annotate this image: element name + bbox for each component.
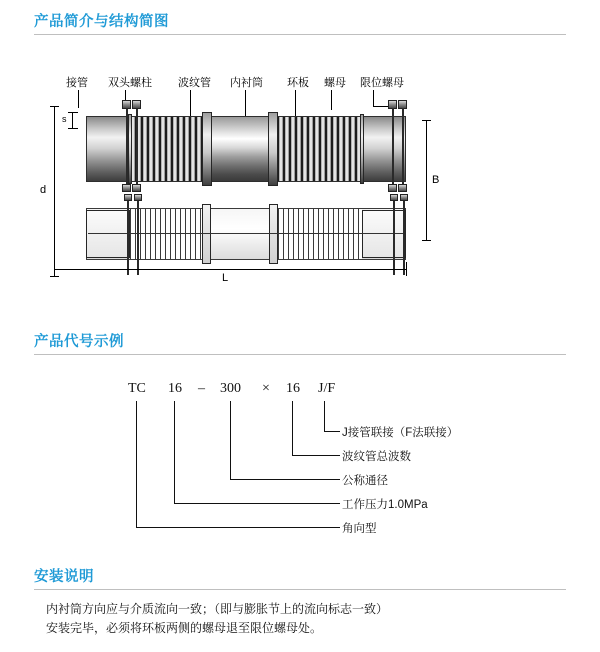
dimension-label-s: s [62,114,67,124]
pipe-left-bottom [86,210,130,258]
pipe-right-top [362,116,406,182]
code-part-waves: 16 [286,381,300,396]
nut-bottom-left-2 [132,184,141,192]
code-leader-v-4 [174,401,175,503]
callout-label-bowenguan: 波纹管 [178,77,211,89]
ring-plate-left-top [202,112,212,186]
dimension-tick-L-right [406,262,407,276]
code-desc-pressure: 工作压力1.0MPa [342,499,428,511]
stud-bot-view-left-2 [137,201,139,275]
nut-bot-view-left-2 [134,194,142,201]
nut-bot-view-left-1 [124,194,132,201]
code-part-times: × [262,381,270,396]
section-title-code: 产品代号示例 [34,334,124,350]
dimension-tick-L-left [54,262,55,276]
dimension-arrow-d-top [50,106,59,107]
pipe-right-bottom [362,210,406,258]
callout-label-shuangtouluozhu: 双头螺柱 [108,77,152,89]
dimension-label-L: L [222,272,229,284]
stud-top-right-1 [392,108,394,186]
callout-label-neichentong: 内衬筒 [230,77,263,89]
code-part-dash: – [198,381,205,396]
installation-note-line-2: 安装完毕，必须将环板两侧的螺母退至限位螺母处。 [46,621,323,635]
dimension-tick-s-bot [68,128,78,129]
nut-bottom-right-1 [388,184,397,192]
section-title-intro: 产品简介与结构简图 [34,14,169,30]
dimension-line-B [426,120,427,240]
structure-diagram [40,62,540,292]
section-divider-code [34,354,566,355]
callout-label-xianweiluomu: 限位螺母 [360,77,404,89]
code-desc-waves: 波纹管总波数 [342,451,411,463]
flange-inner-right-top [360,114,364,184]
ring-plate-right-top [268,112,278,186]
section-divider-install [34,589,566,590]
nut-bottom-left-1 [122,184,131,192]
code-leader-v-5 [136,401,137,527]
code-desc-diameter: 公称通径 [342,475,388,487]
code-leader-v-2 [292,401,293,455]
code-leader-h-1 [324,431,340,432]
bellows-left-top [130,117,202,181]
code-leader-v-1 [324,401,325,431]
code-desc-type: 角向型 [342,523,377,535]
pipe-left-top [86,116,130,182]
leader-line-6 [331,90,332,110]
section-title-install: 安装说明 [34,569,94,585]
code-leader-h-4 [174,503,340,504]
stud-top-left-2 [136,108,138,186]
installation-notes [46,600,566,638]
code-leader-v-3 [230,401,231,479]
dimension-label-B: B [432,174,440,186]
dimension-tick-s [72,112,73,128]
dimension-line-d [54,106,55,276]
product-code-diagram [110,375,510,540]
code-part-diameter: 300 [220,381,241,396]
dimension-line-L [54,269,406,270]
code-leader-h-3 [230,479,340,480]
nut-bot-view-right-1 [390,194,398,201]
code-leader-h-2 [292,455,340,456]
leader-line-7 [373,90,374,106]
dimension-arrow-B-top [422,120,431,121]
centerline-bottom [88,233,404,234]
callout-label-huanban: 环板 [287,77,309,89]
dimension-tick-s-top [68,112,78,113]
bellows-left-bottom [130,209,202,259]
nut-bottom-right-2 [398,184,407,192]
code-part-pressure: 16 [168,381,182,396]
section-divider-intro [34,34,566,35]
stud-top-right-2 [402,108,404,186]
code-desc-connection: J接管联接（F法联接） [342,427,459,439]
bellows-right-top [278,117,362,181]
nut-bot-view-right-2 [400,194,408,201]
code-part-series: TC [128,381,146,396]
flange-inner-left-top [128,114,132,184]
stud-top-left-1 [126,108,128,186]
dimension-label-d: d [40,184,47,196]
ring-plate-right-bottom [269,204,278,264]
callout-label-luomu: 螺母 [324,77,346,89]
stud-bot-view-left-1 [127,201,129,275]
dimension-arrow-B-bot [422,240,431,241]
bellows-right-bottom [278,209,362,259]
stud-bot-view-right-1 [393,201,395,275]
dimension-arrow-d-bot [50,276,59,277]
callout-label-jieguan: 接管 [66,77,88,89]
ring-plate-left-bottom [202,204,211,264]
code-part-connection: J/F [318,381,336,396]
stud-bot-view-right-2 [403,201,405,275]
installation-note-line-1: 内衬筒方向应与介质流向一致；（即与膨胀节上的流向标志一致） [46,602,389,616]
code-leader-h-5 [136,527,340,528]
leader-line-1 [78,90,79,108]
